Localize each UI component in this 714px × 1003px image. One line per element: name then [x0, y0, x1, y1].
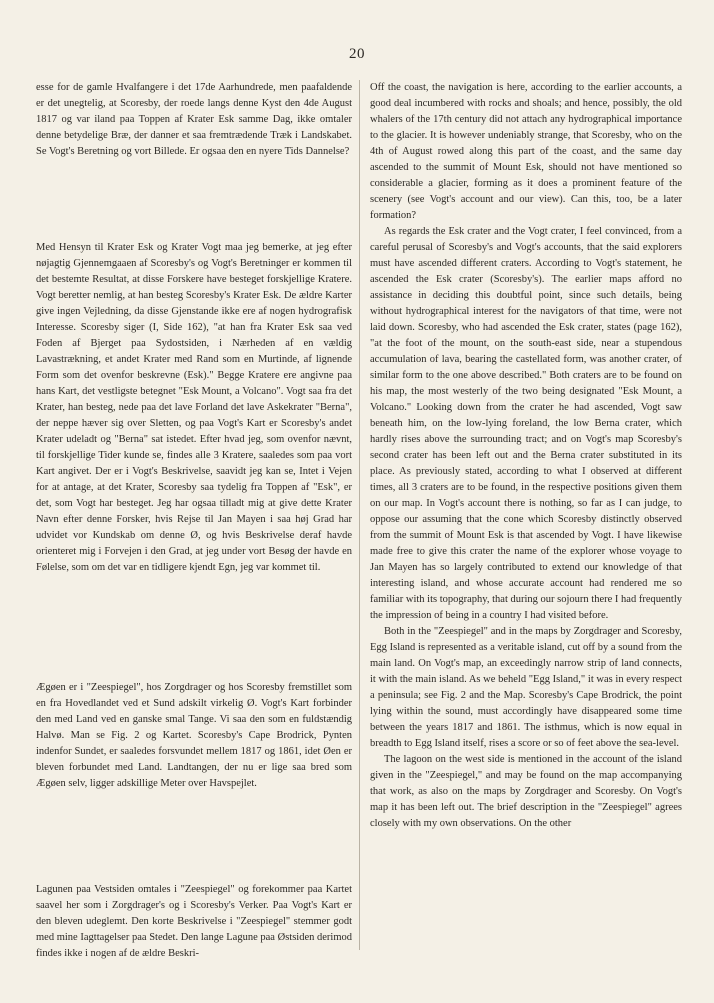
right-column-english: [370, 80, 682, 832]
page-number: 20: [349, 46, 365, 62]
right-paragraph-craters: As regards the Esk crater and the Vogt crater, I feel convinced, from a careful perusal of Scoresby's and Vogt's accounts, that the said explorers must have ascended different craters. According to Vogt's statement, he ascended the Esk crater (Scoresby's). The earlier maps afford no assistance in deciding this doubtful point, since such details, being without hydrographical interest for the navigators of that time, were not laid down. Scoresby, who had ascended the Esk crater, states (page 162), "at the foot of the mount, on the south-east side, near a stupendous accumulation of lava, bearing the castellated form, was another crater, of similar form to the one above described." Both craters are to be found on his map, the most westerly of the two being designated "Esk Mount, a Volcano." Looking down from the crater he had ascended, Vogt saw beneath him, on the low-lying foreland, the low Berna crater, which hardly rises above the surrounding tract; and on Vogt's map Scoresby's second crater has been left out and the Berna crater substituted in its place. As previously stated, according to what I observed at different times, all 3 craters are to be found, in the respective positions given them on our map. In Vogt's account there is nothing, so far as I can judge, to oppose our assuming that the cone which Scoresby distinctly observed from the summit of Mount Esk is that ascended by Vogt. I have likewise made free to give this crater the name of the explorer whose voyage to Jan Mayen has so largely contributed to extend our knowledge of that interesting island, and whose accurate account had rendered me so familiar with its topography, that during our sojourn there I had frequently the impression of being in a country I had visited before.: [370, 226, 682, 621]
left-paragraph-craters: Med Hensyn til Krater Esk og Krater Vogt maa jeg bemerke, at jeg efter nøjagtig Gjennemgaaen af Scoresby's og Vogt's Beretninger er kommen til det bestemte Resultat, at disse Forskere have besteget forskjellige Kratere. Vogt beretter nemlig, at han besteg Scoresby's Krater Esk. De ældre Karter give ingen Vejledning, da disse Gjenstande ikke ere af nogen hydrografisk Interesse. Scoresby siger (I, Side 162), "at han fra Krater Esk saa ved Foden af Bjerget paa Sydostsiden, i Nærheden af en vældig Lavastrækning, et andet Krater med Rand som en Murtinde, af lignende Form som det ovenfor beskrevne (Esk)." Begge Kratere ere angivne paa hans Kart, det vestligste betegnet "Esk Mount, a Volcano". Vogt saa fra det Krater, han besteg, nede paa det lave Forland det lave Askekrater "Berna", der neppe hæver sig over Sletten, og paa Vogt's Kart er Scoresby's andet Krater udeladt og "Berna" sat istedet. Efter hvad jeg, som ovenfor nævnt, til forskjellige Tider kunde se, findes alle 3 Kratere, saaledes som paa vort Kart angivet. Der er i Vogt's Beskrivelse, saavidt jeg kan se, Intet i Vejen for at antage, at det Krater, Scoresby saa tydelig fra Toppen af "Esk", er det, som Vogt har besteget. Jeg har ogsaa tilladt mig at give dette Krater Navn efter denne Forsker, hvis Rejse til Jan Mayen i saa høj Grad har udvidet vor Kundskab om denne Ø, og hvis Beskrivelse deraf havde orienteret mig i Forvejen i den Grad, at jeg under vort Besøg der havde en Følelse, som om det var en tidligere kjendt Egn, jeg var kommet til.: [36, 242, 352, 573]
left-paragraph-glacier: esse for de gamle Hvalfangere i det 17de Aarhundrede, men paafaldende er det unegtelig, at Scoresby, der roede langs denne Kyst den 4de August 1817 og var iland paa Toppen af Krater Esk samme Dag, ikke omtaler denne betydelige Bræ, der danner et saa fremtrædende Træk i Landskabet. Se Vogt's Beretning og vort Billede. Er ogsaa den en nyere Tids Dannelse?: [36, 82, 352, 157]
column-divider: [359, 80, 360, 950]
left-paragraph-egg-island: Ægøen er i "Zeespiegel", hos Zorgdrager og hos Scoresby fremstillet som en fra Hovedlandet ved et Sund adskilt virkelig Ø. Vogt's Kart forbinder den med Land ved en ganske smal Tange. Vi saa den som en fuldstændig Halvø. Man se Fig. 2 og Kartet. Scoresby's Cape Brodrick, Pynten indenfor Sundet, er saaledes forsvundet mellem 1817 og 1861, idet Øen er bleven forbundet med Land. Landtangen, der nu er lige saa bred som Ægøen selv, ligger adskillige Meter over Havspejlet.: [36, 682, 352, 789]
right-paragraph-glacier: Off the coast, the navigation is here, according to the earlier accounts, a good deal incumbered with rocks and shoals; and hence, possibly, the old whalers of the 17th century did not attach any hydrographical importance to the glacier. It is however undeniably strange, that Scoresby, who on the 4th of August rowed along this part of the coast, and the same day ascended to the summit of Mount Esk, should not have mentioned so considerable a glacier, forming as it does a prominent feature of the scenery (see Vogt's account and our view). Can this, too, be a later formation?: [370, 82, 682, 221]
left-paragraph-lagoon: Lagunen paa Vestsiden omtales i "Zeespiegel" og forekommer paa Kartet saavel her som i Zorgdrager's og i Scoresby's Verker. Paa Vogt's Kart er den bleven udeglemt. Den korte Beskrivelse i "Zeespiegel" stemmer godt med mine Iagttagelser paa Stedet. Den lange Lagune paa Østsiden derimod findes ikke i nogen af de ældre Beskri-: [36, 884, 352, 959]
right-paragraph-egg-island: Both in the "Zeespiegel" and in the maps by Zorgdrager and Scoresby, Egg Island is represented as a veritable island, cut off by a sound from the main land. On Vogt's map, an exceedingly narrow strip of land connects, it with the main island. As we beheld "Egg Island," it was in every respect a peninsula; see Fig. 2 and the Map. Scoresby's Cape Brodrick, the point lying within the sound, must accordingly have disappeared some time between the years 1817 and 1861. The isthmus, which is now equal in breadth to Egg Island itself, rises a score or so of feet above the sea-level.: [370, 626, 682, 749]
left-column-danish: [36, 80, 352, 962]
right-paragraph-lagoon: The lagoon on the west side is mentioned in the account of the island given in the "Zeespiegel," and may be found on the map accompanying that work, as also on the maps by Zorgdrager and Scoresby. On Vogt's map it has been left out. The brief description in the "Zeespiegel" agrees closely with my own observations. On the other: [370, 754, 682, 829]
